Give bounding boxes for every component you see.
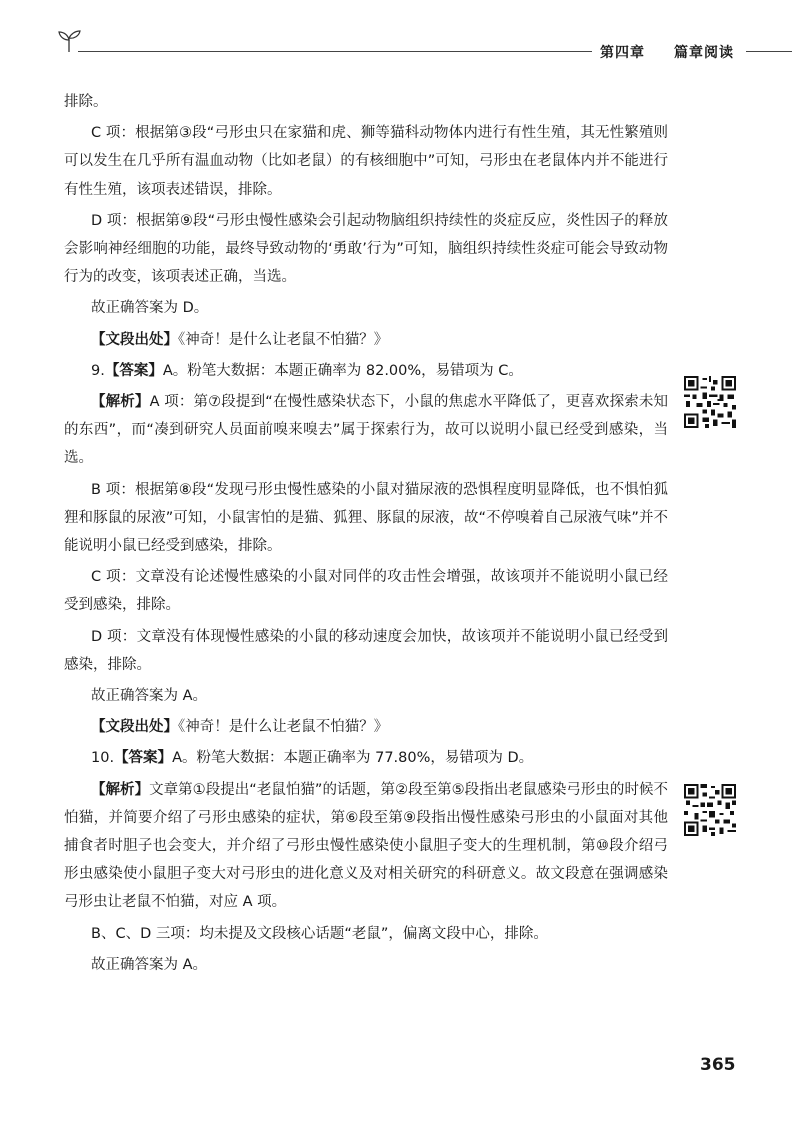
header-rule-right	[746, 51, 792, 52]
qr-code-icon[interactable]	[684, 784, 736, 836]
source-line	[64, 713, 668, 741]
paragraph: B 项：根据第⑧段“发现弓形虫慢性感染的小鼠对猫尿液的恐惧程度明显降低，也不惧怕狐狸和豚鼠的尿液”可知，小鼠害怕的是猫、狐狸、豚鼠的尿液，故“不停嗅着自己尿液气味”并不能说明小鼠已经受到感染，排除。	[64, 481, 668, 555]
source-label: 【文段出处】	[91, 719, 178, 736]
source-text: 《神奇！是什么让老鼠不怕猫？》	[178, 719, 389, 736]
analysis-label: 【解析】	[91, 394, 150, 411]
question-number: 9.	[91, 362, 105, 379]
page-body	[64, 88, 668, 982]
source-line	[64, 326, 668, 354]
answer-text: A。粉笔大数据：本题正确率为 82.00%，易错项为 C。	[162, 362, 523, 379]
analysis-paragraph	[64, 388, 668, 473]
section-title: 篇章阅读	[674, 45, 734, 61]
question-number: 10.	[91, 750, 115, 767]
analysis-text: A 项：第⑦段提到“在慢性感染状态下，小鼠的焦虑水平降低了，更喜欢探索未知的东西”，而“凑到研究人员面前嗅来嗅去”属于探索行为，故可以说明小鼠已经受到感染，当选。	[64, 394, 668, 467]
page-number: 365	[700, 1055, 736, 1075]
paragraph: C 项：文章没有论述慢性感染的小鼠对同伴的攻击性会增强，故该项并不能说明小鼠已经受到感染，排除。	[64, 569, 668, 614]
analysis-paragraph	[64, 776, 668, 917]
answer-line	[64, 357, 668, 385]
chapter-title: 第四章	[600, 45, 645, 61]
answer-text: A。粉笔大数据：本题正确率为 77.80%，易错项为 D。	[172, 750, 534, 767]
answer-line	[64, 744, 668, 772]
analysis-label: 【解析】	[91, 781, 150, 798]
paragraph: 故正确答案为 A。	[91, 956, 208, 973]
qr-code-icon[interactable]	[684, 376, 736, 428]
answer-label: 【答案】	[104, 362, 163, 379]
paragraph: C 项：根据第③段“弓形虫只在家猫和虎、狮等猫科动物体内进行有性生殖，其无性繁殖则可以发生在几乎所有温血动物（比如老鼠）的有核细胞中”可知，弓形虫在老鼠体内并不能进行有性生殖，该项表述错误，排除。	[64, 125, 668, 198]
source-label: 【文段出处】	[91, 331, 178, 348]
paragraph: 排除。	[64, 94, 108, 110]
answer-label: 【答案】	[114, 750, 173, 767]
paragraph: 故正确答案为 A。	[91, 688, 208, 705]
paragraph: D 项：根据第⑨段“弓形虫慢性感染会引起动物脑组织持续性的炎症反应，炎性因子的释放会影响神经细胞的功能，最终导致动物的‘勇敢’行为”可知，脑组织持续性炎症可能会导致动物行为的改变，该项表述正确，当选。	[64, 212, 668, 286]
paragraph: B、C、D 三项：均未提及文段核心话题“老鼠”，偏离文段中心，排除。	[91, 925, 548, 942]
paragraph: D 项：文章没有体现慢性感染的小鼠的移动速度会加快，故该项并不能说明小鼠已经受到感染，排除。	[64, 628, 668, 673]
source-text: 《神奇！是什么让老鼠不怕猫？》	[178, 331, 389, 348]
header-rule	[78, 51, 592, 52]
analysis-text: 文章第①段提出“老鼠怕猫”的话题，第②段至第⑤段指出老鼠感染弓形虫的时候不怕猫，并简要介绍了弓形虫感染的症状，第⑥段至第⑨段指出慢性感染弓形虫的小鼠面对其他捕食者时胆子也会变大，并介绍了弓形虫慢性感染使小鼠胆子变大的生理机制，第⑩段介绍弓形虫感染使小鼠胆子变大对弓形虫的进化意义及对相关研究的科研意义。故文段意在强调感染弓形虫让老鼠不怕猫，对应 A 项。	[64, 781, 668, 911]
paragraph: 故正确答案为 D。	[91, 300, 209, 317]
